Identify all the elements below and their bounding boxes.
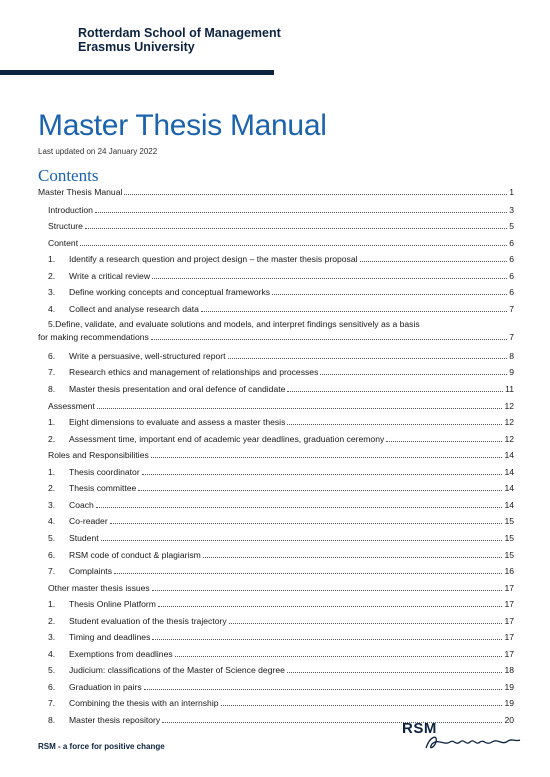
toc-entry[interactable] xyxy=(48,515,514,527)
toc-page-number: 14 xyxy=(504,450,514,461)
toc-page-number: 7 xyxy=(509,332,514,343)
toc-entry-number: 3. xyxy=(48,632,56,643)
rsm-logo xyxy=(402,720,522,752)
toc-entry[interactable] xyxy=(48,237,514,249)
toc-entry-text: Complaints xyxy=(69,566,112,577)
toc-page-number: 15 xyxy=(504,532,514,543)
toc-entry-text: Introduction xyxy=(48,204,93,215)
toc-entry-text: Combining the thesis with an internship xyxy=(69,698,219,709)
toc-entry-number: 8. xyxy=(48,384,56,394)
document-title: Master Thesis Manual xyxy=(38,109,327,142)
toc-page-number: 5 xyxy=(509,221,514,232)
toc-page-number: 6 xyxy=(509,287,514,298)
toc-entry-text: Master Thesis Manual xyxy=(38,187,123,197)
toc-page-number: 17 xyxy=(504,632,514,643)
toc-page-number: 12 xyxy=(504,433,514,444)
toc-entry-text: Structure xyxy=(48,221,83,232)
toc-page-number: 8 xyxy=(509,350,514,361)
toc-entry-number: 4. xyxy=(48,516,56,527)
toc-entry-text: Assessment time, important end of academic year deadlines, graduation ceremony xyxy=(69,433,385,444)
toc-entry-number: 4. xyxy=(48,303,56,314)
toc-entry-line[interactable] xyxy=(48,319,420,329)
toc-entry-text: Thesis coordinator xyxy=(69,466,140,477)
toc-page-number: 19 xyxy=(504,698,514,709)
toc-entry-number: 4. xyxy=(48,648,56,659)
toc-entry[interactable] xyxy=(48,681,514,693)
toc-entry[interactable] xyxy=(48,532,514,544)
toc-leader-dots xyxy=(360,261,508,262)
toc-entry-text: Define, validate, and evaluate solutions and models, and interpret findings sensitively as a basis xyxy=(55,319,420,330)
toc-page-number: 16 xyxy=(504,566,514,577)
toc-leader-dots xyxy=(96,507,503,508)
toc-page-number: 9 xyxy=(509,367,514,378)
toc-heading: Contents xyxy=(38,166,99,185)
toc-leader-dots xyxy=(85,228,507,229)
toc-entry[interactable] xyxy=(38,331,514,343)
toc-entry[interactable] xyxy=(48,648,514,660)
toc-page-number: 6 xyxy=(509,254,514,265)
toc-leader-dots xyxy=(151,339,507,340)
toc-entry-text: Master thesis presentation and oral defence of candidate xyxy=(69,384,286,394)
toc-leader-dots xyxy=(151,457,503,458)
toc-page-number: 17 xyxy=(504,648,514,659)
toc-entry[interactable] xyxy=(48,286,514,298)
toc-leader-dots xyxy=(320,374,507,375)
toc-leader-dots xyxy=(287,391,503,392)
toc-leader-dots xyxy=(229,623,503,624)
toc-entry-number: 5. xyxy=(48,665,56,676)
toc-entry-number: 2. xyxy=(48,270,56,281)
toc-leader-dots xyxy=(101,540,503,541)
toc-entry-text: Write a persuasive, well-structured report xyxy=(69,350,226,361)
toc-entry[interactable] xyxy=(48,350,514,362)
toc-entry[interactable] xyxy=(48,383,514,395)
toc-entry[interactable] xyxy=(48,433,514,445)
toc-leader-dots xyxy=(203,557,503,558)
toc-entry-text: Coach xyxy=(69,499,94,510)
org-name-line1: Rotterdam School of Management xyxy=(78,26,281,40)
toc-entry-text: Identify a research question and project design – the master thesis proposal xyxy=(69,254,358,265)
toc-entry[interactable] xyxy=(48,449,514,461)
toc-page-number: 3 xyxy=(509,204,514,215)
toc-leader-dots xyxy=(152,278,507,279)
toc-entry-text: Other master thesis issues xyxy=(48,582,150,593)
toc-entry-number: 6. xyxy=(48,350,56,361)
toc-entry-number: 3. xyxy=(48,499,56,510)
org-name xyxy=(78,26,281,54)
toc-entry-text: Thesis committee xyxy=(69,483,137,494)
toc-entry[interactable] xyxy=(38,186,514,198)
rsm-logo-text: RSM xyxy=(402,720,437,737)
last-updated-text: Last updated on 24 January 2022 xyxy=(38,147,158,156)
toc-entry-number: 2. xyxy=(48,615,56,626)
toc-entry-text: Define working concepts and conceptual frameworks xyxy=(69,287,271,298)
toc-leader-dots xyxy=(272,294,507,295)
toc-entry[interactable] xyxy=(48,482,514,494)
toc-entry[interactable] xyxy=(48,631,514,643)
toc-entry-text: Master thesis repository xyxy=(69,715,161,725)
toc-page-number: 14 xyxy=(504,499,514,510)
toc-entry[interactable] xyxy=(48,549,514,561)
toc-entry-text: Judicium: classifications of the Master of Science degree xyxy=(69,665,285,676)
toc-leader-dots xyxy=(152,590,503,591)
toc-page-number: 14 xyxy=(504,483,514,494)
toc-leader-dots xyxy=(138,490,502,491)
toc-entry[interactable] xyxy=(48,400,514,412)
toc-leader-dots xyxy=(221,705,503,706)
toc-entry-number: 2. xyxy=(48,483,56,494)
toc-leader-dots xyxy=(95,212,507,213)
toc-entry[interactable] xyxy=(48,598,514,610)
toc-entry[interactable] xyxy=(48,253,514,265)
toc-page-number: 18 xyxy=(504,665,514,676)
toc-entry-number: 6. xyxy=(48,549,56,560)
toc-page-number: 14 xyxy=(504,466,514,477)
toc-page-number: 20 xyxy=(504,715,514,725)
toc-leader-dots xyxy=(110,523,503,524)
toc-page-number: 12 xyxy=(504,400,514,411)
toc-leader-dots xyxy=(228,358,508,359)
toc-entry-text: Student xyxy=(69,532,99,543)
org-name-line2: Erasmus University xyxy=(78,40,195,54)
toc-page-number: 12 xyxy=(504,417,514,428)
toc-leader-dots xyxy=(287,424,502,425)
toc-entry[interactable] xyxy=(48,466,514,478)
toc-entry-number: 2. xyxy=(48,433,56,444)
toc-entry[interactable] xyxy=(48,204,514,216)
toc-entry-text: Graduation in pairs xyxy=(69,681,142,692)
header-divider-bar xyxy=(0,70,274,75)
toc-entry-text: Student evaluation of the thesis trajectory xyxy=(69,615,227,626)
toc-entry[interactable] xyxy=(48,582,514,594)
toc-page-number: 6 xyxy=(509,237,514,248)
toc-entry-text-continued: for making recommendations xyxy=(38,332,149,343)
toc-entry[interactable] xyxy=(48,664,514,676)
toc-entry-text: Timing and deadlines xyxy=(69,632,151,643)
toc-entry-text: Eight dimensions to evaluate and assess a master thesis xyxy=(69,417,286,428)
toc-entry-number: 7. xyxy=(48,566,56,577)
erasmus-signature-icon xyxy=(424,730,524,754)
toc-page-number: 17 xyxy=(504,599,514,610)
toc-page-number: 19 xyxy=(504,681,514,692)
toc-page-number: 15 xyxy=(504,516,514,527)
toc-entry[interactable] xyxy=(48,499,514,511)
toc-entry-number: 5. xyxy=(48,532,56,543)
toc-page-number: 7 xyxy=(509,303,514,314)
toc-entry-text: Co-reader xyxy=(69,516,108,527)
toc-entry-text: RSM code of conduct & plagiarism xyxy=(69,549,201,560)
toc-page-number: 17 xyxy=(504,615,514,626)
toc-entry[interactable] xyxy=(48,220,514,232)
toc-entry-number: 8. xyxy=(48,715,56,725)
toc-page-number: 1 xyxy=(509,187,514,197)
toc-entry-text: Exemptions from deadlines xyxy=(69,648,173,659)
toc-entry[interactable] xyxy=(48,270,514,282)
toc-leader-dots xyxy=(175,656,503,657)
toc-leader-dots xyxy=(152,639,502,640)
toc-entry-text: Write a critical review xyxy=(69,270,151,281)
toc-leader-dots xyxy=(80,245,507,246)
toc-leader-dots xyxy=(386,441,502,442)
toc-entry-number: 1. xyxy=(48,466,56,477)
toc-leader-dots xyxy=(114,573,502,574)
toc-page-number: 15 xyxy=(504,549,514,560)
footer-tagline: RSM - a force for positive change xyxy=(38,742,165,751)
toc-leader-dots xyxy=(144,689,503,690)
toc-page-number: 17 xyxy=(504,582,514,593)
toc-entry-number: 7. xyxy=(48,698,56,709)
toc-leader-dots xyxy=(287,672,503,673)
toc-entry[interactable] xyxy=(48,615,514,627)
toc-page-number: 11 xyxy=(505,384,514,394)
toc-entry-text: Thesis Online Platform xyxy=(69,599,156,610)
toc-entry-text: Research ethics and management of relationships and processes xyxy=(69,367,319,378)
toc-leader-dots xyxy=(158,606,503,607)
toc-leader-dots xyxy=(142,474,503,475)
toc-entry[interactable] xyxy=(48,697,514,709)
toc-leader-dots xyxy=(97,408,503,409)
toc-entry-number: 1. xyxy=(48,254,56,265)
toc-entry-number: 6. xyxy=(48,681,56,692)
toc-entry-number: 7. xyxy=(48,367,56,378)
toc-entry-number: 5. xyxy=(48,319,56,330)
toc-entry[interactable] xyxy=(48,303,514,315)
toc-leader-dots xyxy=(201,311,507,312)
toc-entry-number: 1. xyxy=(48,599,56,610)
toc-entry-text: Content xyxy=(48,237,79,248)
toc-entry-text: Roles and Responsibilities xyxy=(48,450,149,461)
toc-entry-text: Assessment xyxy=(48,400,95,411)
toc-entry-number: 1. xyxy=(48,417,56,428)
toc-entry[interactable] xyxy=(48,565,514,577)
toc-leader-dots xyxy=(124,194,507,195)
toc-entry-text: Collect and analyse research data xyxy=(69,303,199,314)
toc-entry[interactable] xyxy=(48,416,514,428)
toc-page-number: 6 xyxy=(509,270,514,281)
toc-entry[interactable] xyxy=(48,366,514,378)
toc-entry-number: 3. xyxy=(48,287,56,298)
